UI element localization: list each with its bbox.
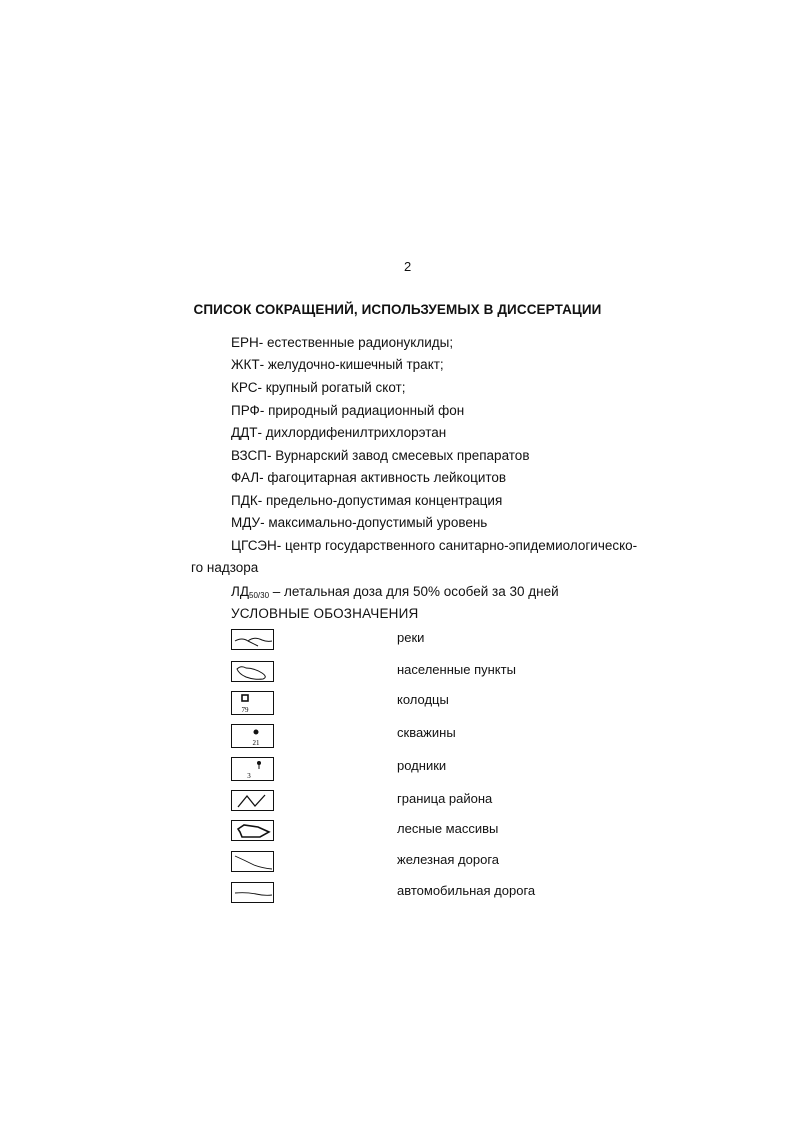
- spring-number: 3: [247, 772, 251, 780]
- borehole-icon: [232, 725, 275, 749]
- abbreviation-meaning: - природный радиационный фон: [259, 403, 465, 418]
- legend-box: [231, 661, 274, 682]
- ld-line: [231, 584, 559, 600]
- legend-box: [231, 629, 274, 650]
- abbreviation: ФАЛ: [231, 470, 260, 485]
- legend-label: граница района: [397, 791, 493, 806]
- legend-label: колодцы: [397, 692, 449, 707]
- district-border-icon: [232, 791, 275, 812]
- legend-label: железная дорога: [397, 852, 500, 867]
- abbreviation: ЖКТ: [231, 357, 260, 372]
- abbreviation-line: [231, 470, 506, 485]
- cgsen-word: центр: [285, 538, 322, 553]
- legend-title: УСЛОВНЫЕ ОБОЗНАЧЕНИЯ: [231, 606, 419, 621]
- cgsen-line: [231, 538, 638, 553]
- abbreviation-meaning: - крупный рогатый скот;: [257, 380, 406, 395]
- legend-label: лесные массивы: [397, 821, 499, 836]
- cgsen-word: санитарно-эпидемиологическо-: [438, 538, 638, 553]
- abbreviation: ЕРН: [231, 335, 259, 350]
- abbreviation-line: [231, 380, 405, 395]
- highway-icon: [232, 883, 275, 904]
- abbreviation: ВЗСП: [231, 448, 268, 463]
- spring-icon: [232, 758, 275, 782]
- settlement-icon: [232, 662, 275, 683]
- abbreviation: ПРФ: [231, 403, 260, 418]
- abbreviation-meaning: - Вурнарский завод смесевых препаратов: [267, 448, 530, 463]
- abbreviation: ДДТ: [231, 425, 258, 440]
- abbreviation-meaning: - фагоцитарная активность лейкоцитов: [259, 470, 507, 485]
- abbreviation-line: [231, 493, 502, 508]
- cgsen-continuation: го надзора: [191, 560, 259, 575]
- abbreviation-meaning: - предельно-допустимая концентрация: [257, 493, 503, 508]
- abbreviation-line: [231, 335, 453, 350]
- well-number: 79: [241, 706, 249, 714]
- abbreviation: ПДК: [231, 493, 258, 508]
- legend-label: населенные пункты: [397, 662, 516, 677]
- abbreviation-line: [231, 515, 487, 530]
- cgsen-word: ЦГСЭН-: [231, 538, 282, 553]
- well-icon: [232, 692, 275, 716]
- legend-label: автомобильная дорога: [397, 883, 536, 898]
- legend-label: реки: [397, 630, 425, 645]
- ld-meaning: – летальная доза для 50% особей за 30 дней: [269, 584, 559, 599]
- legend-box: [231, 882, 274, 903]
- abbreviation-meaning: - естественные радионуклиды;: [258, 335, 454, 350]
- ld-subscript: 50/30: [249, 591, 270, 600]
- legend-box: [231, 790, 274, 811]
- abbreviation-meaning: - максимально-допустимый уровень: [260, 515, 488, 530]
- railway-icon: [232, 852, 275, 873]
- abbreviation: МДУ: [231, 515, 261, 530]
- abbreviation: КРС: [231, 380, 258, 395]
- abbreviation-line: [231, 425, 446, 440]
- legend-box: [231, 724, 274, 748]
- abbreviation-meaning: - желудочно-кишечный тракт;: [259, 357, 444, 372]
- ld-abbr: ЛД: [231, 584, 250, 599]
- legend-box: [231, 820, 274, 841]
- river-icon: [232, 630, 275, 651]
- page-number: 2: [404, 259, 412, 274]
- legend-label: родники: [397, 758, 447, 773]
- abbreviation-line: [231, 403, 464, 418]
- abbreviation-line: [231, 448, 530, 463]
- abbreviation-meaning: - дихлордифенилтрихлорэтан: [257, 425, 447, 440]
- page-title: СПИСОК СОКРАЩЕНИЙ, ИСПОЛЬЗУЕМЫХ В ДИССЕРТАЦИИ: [193, 302, 602, 317]
- legend-label: скважины: [397, 725, 456, 740]
- cgsen-word: государственного: [325, 538, 436, 553]
- legend-box: [231, 757, 274, 781]
- legend-box: [231, 851, 274, 872]
- legend-box: [231, 691, 274, 715]
- borehole-number: 21: [252, 739, 260, 747]
- abbreviation-line: [231, 357, 444, 372]
- forest-icon: [232, 821, 275, 842]
